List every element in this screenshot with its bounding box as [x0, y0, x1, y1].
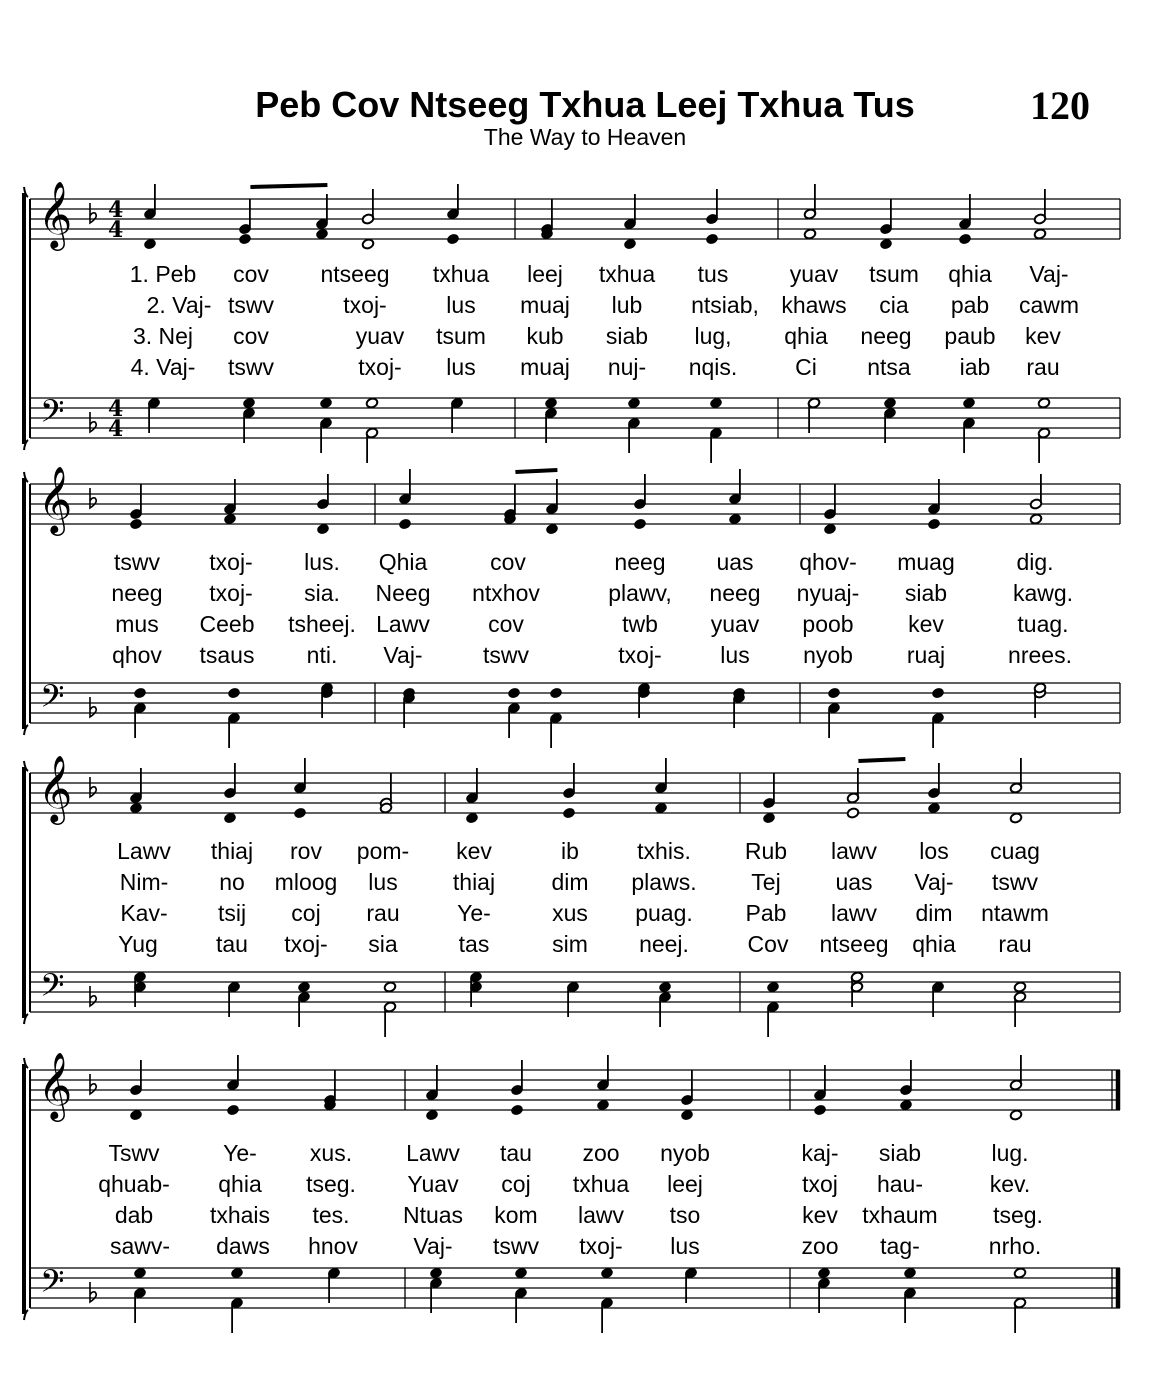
- treble-beam: [515, 470, 557, 472]
- lyric-syllable: neeg: [709, 580, 761, 606]
- tenor-note: [1013, 981, 1026, 993]
- lyric-syllable: dig.: [1016, 549, 1054, 575]
- tenor-note: [133, 1267, 146, 1279]
- lyric-syllable: 1. Peb: [129, 261, 197, 287]
- tenor-note: [827, 687, 840, 699]
- lyric-syllable: cia: [879, 292, 909, 318]
- alto-note: [361, 238, 374, 250]
- lyric-syllable: ntxhov: [472, 580, 540, 606]
- lyric-syllable: Ye-: [223, 1140, 257, 1166]
- tenor-note: [297, 981, 310, 993]
- lyric-syllable: yuav: [789, 261, 839, 287]
- treble-clef-icon: 𝄞: [38, 1051, 73, 1119]
- alto-note: [562, 807, 575, 819]
- tenor-note: [709, 397, 722, 409]
- lyric-syllable: cuag: [990, 838, 1040, 864]
- lyric-syllable: tswv: [228, 292, 274, 318]
- lyric-syllable: Lawv: [376, 611, 430, 637]
- lyric-syllable: pom-: [356, 838, 410, 864]
- lyric-syllable: tas: [458, 931, 490, 957]
- lyric-syllable: tswv: [114, 549, 160, 575]
- treble-flat-icon: [90, 203, 96, 223]
- lyric-syllable: siab: [904, 580, 948, 606]
- lyric-syllable: thiaj: [452, 869, 496, 895]
- lyric-syllable: Lawv: [406, 1140, 460, 1166]
- lyric-syllable: lug,: [694, 323, 732, 349]
- alto-note: [226, 1104, 239, 1116]
- lyric-syllable: nyob: [803, 642, 853, 668]
- alto-note: [846, 807, 859, 819]
- bass-clef-icon: 𝄢: [40, 967, 65, 1011]
- lyric-syllable: Yug: [118, 931, 158, 957]
- lyric-syllable: tag-: [880, 1233, 920, 1259]
- lyric-syllable: qhia: [912, 931, 956, 957]
- tenor-note: [544, 397, 557, 409]
- bass-flat-icon: [90, 1282, 96, 1302]
- lyric-syllable: Pab: [745, 900, 787, 926]
- lyric-syllable: coj: [501, 1171, 531, 1197]
- treble-clef-icon: 𝄞: [38, 754, 73, 822]
- lyric-syllable: tseg.: [306, 1171, 356, 1197]
- lyric-syllable: plawv,: [608, 580, 672, 606]
- lyric-syllable: Nim-: [119, 869, 169, 895]
- lyric-syllable: neeg: [111, 580, 163, 606]
- lyric-syllable: nti.: [306, 642, 338, 668]
- lyric-syllable: Qhia: [378, 549, 428, 575]
- alto-note: [223, 812, 236, 824]
- alto-note: [803, 228, 816, 240]
- tenor-note: [817, 1267, 830, 1279]
- alto-note: [899, 1099, 912, 1111]
- lyric-syllable: lawv: [577, 1202, 625, 1228]
- lyric-syllable: tes.: [312, 1202, 350, 1228]
- lyric-syllable: nyuaj-: [796, 580, 860, 606]
- alto-note: [316, 523, 329, 535]
- tenor-note: [962, 397, 975, 409]
- lyric-syllable: plaws.: [631, 869, 697, 895]
- alto-note: [705, 233, 718, 245]
- alto-note: [238, 233, 251, 245]
- tenor-note: [365, 397, 378, 409]
- lyric-syllable: kaj-: [801, 1140, 839, 1166]
- alto-note: [425, 1109, 438, 1121]
- lyric-syllable: txhua: [432, 261, 490, 287]
- lyric-syllable: txoj-: [209, 549, 253, 575]
- alto-note: [623, 238, 636, 250]
- tenor-note: [227, 687, 240, 699]
- lyric-syllable: kev: [1025, 323, 1061, 349]
- lyric-syllable: neeg: [860, 323, 912, 349]
- lyric-syllable: mloog: [274, 869, 338, 895]
- lyric-syllable: rov: [290, 838, 322, 864]
- lyric-syllable: iab: [959, 354, 991, 380]
- lyric-syllable: tswv: [493, 1233, 539, 1259]
- alto-note: [596, 1099, 609, 1111]
- lyric-syllable: txhais: [209, 1202, 271, 1228]
- lyric-syllable: muaj: [520, 292, 570, 318]
- lyric-syllable: neej.: [639, 931, 689, 957]
- lyric-syllable: rau: [366, 900, 400, 926]
- treble-flat-icon: [90, 777, 96, 797]
- treble-beam: [858, 759, 905, 761]
- lyric-syllable: qhov-: [799, 549, 857, 575]
- lyric-syllable: tau: [500, 1140, 532, 1166]
- treble-beam: [250, 185, 327, 187]
- alto-note: [398, 518, 411, 530]
- lyric-syllable: Lawv: [117, 838, 171, 864]
- lyric-syllable: Tej: [751, 869, 781, 895]
- system-2: [24, 465, 1120, 748]
- lyric-syllable: kev: [456, 838, 492, 864]
- lyric-syllable: lawv: [830, 838, 878, 864]
- lyric-syllable: thiaj: [210, 838, 254, 864]
- lyric-syllable: cov: [488, 611, 524, 637]
- lyric-syllable: hnov: [308, 1233, 358, 1259]
- tenor-note: [133, 687, 146, 699]
- bass-flat-icon: [90, 697, 96, 717]
- lyric-syllable: dab: [114, 1202, 154, 1228]
- lyric-syllable: Yuav: [407, 1171, 459, 1197]
- lyric-syllable: kev: [908, 611, 944, 637]
- lyric-syllable: Ceeb: [199, 611, 255, 637]
- lyric-syllable: lus.: [304, 549, 340, 575]
- lyric-syllable: ib: [561, 838, 579, 864]
- lyric-syllable: Vaj-: [383, 642, 423, 668]
- lyric-syllable: rau: [1026, 354, 1060, 380]
- hymn-title: Peb Cov Ntseeg Txhua Leej Txhua Tus: [255, 84, 915, 125]
- tenor-note: [549, 687, 562, 699]
- alto-note: [680, 1109, 693, 1121]
- alto-note: [813, 1104, 826, 1116]
- lyric-syllable: dim: [551, 869, 589, 895]
- lyric-syllable: 4. Vaj-: [130, 354, 196, 380]
- treble-clef-icon: 𝄞: [38, 465, 73, 533]
- lyric-syllable: pab: [950, 292, 990, 318]
- lyric-syllable: kev.: [989, 1171, 1031, 1197]
- lyric-syllable: zoo: [801, 1233, 839, 1259]
- lyric-syllable: cov: [233, 261, 269, 287]
- lyric-syllable: txoj-: [579, 1233, 623, 1259]
- treble-clef-icon: 𝄞: [38, 180, 73, 248]
- bass-flat-icon: [90, 986, 96, 1006]
- alto-note: [633, 518, 646, 530]
- lyric-syllable: Tswv: [108, 1140, 160, 1166]
- lyric-syllable: kom: [494, 1202, 538, 1228]
- lyric-syllable: tsij: [217, 900, 247, 926]
- lyric-syllable: tsaus: [199, 642, 255, 668]
- lyric-syllable: xus.: [309, 1140, 353, 1166]
- lyric-syllable: Vaj-: [914, 869, 954, 895]
- lyric-syllable: txoj-: [618, 642, 662, 668]
- lyric-syllable: nuj-: [607, 354, 647, 380]
- lyric-syllable: tswv: [992, 869, 1038, 895]
- lyric-syllable: uas: [716, 549, 754, 575]
- alto-note: [927, 802, 940, 814]
- lyric-syllable: hau-: [876, 1171, 924, 1197]
- lyric-syllable: cov: [490, 549, 526, 575]
- lyric-syllable: tswv: [483, 642, 529, 668]
- lyric-syllable: Ntuas: [402, 1202, 464, 1228]
- lyric-syllable: sia: [368, 931, 398, 957]
- lyric-syllable: 2. Vaj-: [146, 292, 212, 318]
- lyric-syllable: lub: [611, 292, 643, 318]
- treble-flat-icon: [90, 488, 96, 508]
- alto-note: [927, 518, 940, 530]
- lyric-syllable: txhaum: [862, 1202, 938, 1228]
- alto-note: [510, 1104, 523, 1116]
- tenor-note: [1013, 1267, 1026, 1279]
- lyric-syllable: qhov: [112, 642, 162, 668]
- lyric-syllable: qhuab-: [98, 1171, 170, 1197]
- tenor-note: [658, 981, 671, 993]
- lyric-syllable: cov: [233, 323, 269, 349]
- lyric-syllable: txoj-: [343, 292, 387, 318]
- lyric-syllable: lus: [670, 1233, 700, 1259]
- treble-flat-icon: [90, 1074, 96, 1094]
- lyric-syllable: leej: [667, 1171, 703, 1197]
- lyric-syllable: xus: [552, 900, 588, 926]
- lyric-syllable: lus: [368, 869, 398, 895]
- system-3: [24, 754, 1120, 1037]
- lyric-syllable: muag: [897, 549, 955, 575]
- lyric-syllable: txhua: [572, 1171, 630, 1197]
- lyric-syllable: daws: [216, 1233, 270, 1259]
- lyric-syllable: tso: [669, 1202, 701, 1228]
- time-signature-digit: 4: [108, 416, 124, 442]
- lyric-syllable: txoj-: [284, 931, 328, 957]
- lyric-syllable: ruaj: [906, 642, 946, 668]
- lyric-syllable: leej: [527, 261, 563, 287]
- lyric-syllable: tsum: [436, 323, 486, 349]
- tenor-note: [903, 1267, 916, 1279]
- alto-note: [879, 238, 892, 250]
- lyric-syllable: no: [219, 869, 245, 895]
- alto-note: [129, 802, 142, 814]
- tenor-note: [514, 1267, 527, 1279]
- hymn-number: 120: [1030, 83, 1090, 128]
- tenor-note: [319, 397, 332, 409]
- lyric-syllable: tau: [216, 931, 248, 957]
- lyric-syllable: Ye-: [457, 900, 491, 926]
- lyric-syllable: qhia: [784, 323, 828, 349]
- lyric-syllable: tseg.: [993, 1202, 1043, 1228]
- bass-flat-icon: [90, 412, 96, 432]
- alto-note: [315, 228, 328, 240]
- lyric-syllable: lus: [446, 292, 476, 318]
- lyric-syllable: 3. Nej: [132, 323, 194, 349]
- time-signature-digit: 4: [108, 217, 124, 243]
- tenor-note: [429, 1267, 442, 1279]
- lyric-syllable: tswv: [228, 354, 274, 380]
- lyric-syllable: ntsiab,: [691, 292, 759, 318]
- lyric-syllable: Rub: [744, 838, 788, 864]
- lyric-syllable: kawg.: [1012, 580, 1074, 606]
- lyric-syllable: kub: [526, 323, 564, 349]
- lyric-syllable: yuav: [710, 611, 760, 637]
- tenor-note: [230, 1267, 243, 1279]
- alto-note: [654, 802, 667, 814]
- lyric-syllable: uas: [835, 869, 873, 895]
- lyric-syllable: poob: [802, 611, 854, 637]
- lyric-syllable: cawm: [1018, 292, 1080, 318]
- alto-note: [823, 523, 836, 535]
- lyric-syllable: txoj-: [358, 354, 402, 380]
- tenor-note: [242, 397, 255, 409]
- lyric-syllable: khaws: [781, 292, 847, 318]
- alto-note: [545, 523, 558, 535]
- bass-clef-icon: 𝄢: [40, 1263, 65, 1307]
- tenor-note: [507, 687, 520, 699]
- lyric-syllable: ntsa: [867, 354, 911, 380]
- lyric-syllable: nrho.: [988, 1233, 1042, 1259]
- alto-note: [1033, 228, 1046, 240]
- lyric-syllable: neeg: [614, 549, 666, 575]
- alto-note: [293, 807, 306, 819]
- lyric-syllable: mus: [115, 611, 159, 637]
- alto-note: [129, 518, 142, 530]
- lyric-syllable: txhua: [598, 261, 656, 287]
- tenor-note: [600, 1267, 613, 1279]
- lyric-syllable: twb: [622, 611, 658, 637]
- hymn-subtitle: The Way to Heaven: [483, 124, 687, 150]
- lyric-syllable: Vaj-: [1029, 261, 1069, 287]
- tenor-note: [766, 981, 779, 993]
- lyric-syllable: txhis.: [637, 838, 691, 864]
- tenor-note: [931, 687, 944, 699]
- bass-clef-icon: 𝄢: [40, 678, 65, 722]
- tenor-note: [383, 981, 396, 993]
- alto-note: [446, 233, 459, 245]
- lyric-syllable: ntawm: [981, 900, 1049, 926]
- lyric-syllable: los: [919, 838, 949, 864]
- lyric-syllable: sim: [552, 931, 588, 957]
- alto-note: [143, 238, 156, 250]
- alto-note: [129, 1109, 142, 1121]
- lyric-syllable: lus: [446, 354, 476, 380]
- lyric-syllable: zoo: [582, 1140, 620, 1166]
- lyric-syllable: puag.: [635, 900, 693, 926]
- alto-note: [465, 812, 478, 824]
- lyric-syllable: dim: [915, 900, 953, 926]
- tenor-note: [1037, 397, 1050, 409]
- lyric-syllable: txoj: [802, 1171, 838, 1197]
- tenor-note: [627, 397, 640, 409]
- lyric-syllable: lawv: [830, 900, 878, 926]
- alto-note: [1009, 812, 1022, 824]
- lyric-syllable: siab: [605, 323, 649, 349]
- lyric-syllable: nyob: [660, 1140, 710, 1166]
- lyric-syllable: Ci: [795, 354, 817, 380]
- alto-note: [1029, 513, 1042, 525]
- lyric-syllable: sawv-: [109, 1233, 171, 1259]
- tenor-note: [883, 397, 896, 409]
- bass-clef-icon: 𝄢: [40, 393, 65, 437]
- lyric-syllable: qhia: [948, 261, 992, 287]
- lyric-syllable: tsum: [869, 261, 919, 287]
- alto-note: [223, 513, 236, 525]
- lyric-syllable: qhia: [218, 1171, 262, 1197]
- lyric-syllable: rau: [998, 931, 1032, 957]
- lyric-syllable: tuag.: [1017, 611, 1069, 637]
- system-4: [24, 1051, 1120, 1333]
- alto-note: [1009, 1109, 1022, 1121]
- lyric-syllable: kev: [802, 1202, 838, 1228]
- lyric-syllable: Vaj-: [413, 1233, 453, 1259]
- lyric-syllable: muaj: [520, 354, 570, 380]
- alto-note: [958, 233, 971, 245]
- time-signature-digit: 4: [108, 197, 124, 223]
- lyric-syllable: Kav-: [120, 900, 168, 926]
- lyric-syllable: ntseeg: [320, 261, 390, 287]
- lyric-syllable: sia.: [304, 580, 340, 606]
- lyric-syllable: ntseeg: [819, 931, 889, 957]
- time-signature-digit: 4: [108, 396, 124, 422]
- lyric-syllable: lus: [720, 642, 750, 668]
- system-1: [24, 180, 1120, 463]
- lyric-syllable: txoj-: [209, 580, 253, 606]
- alto-note: [728, 513, 741, 525]
- lyric-syllable: Neeg: [375, 580, 431, 606]
- lyric-syllable: coj: [291, 900, 321, 926]
- lyric-syllable: tsheej.: [288, 611, 356, 637]
- lyric-syllable: siab: [878, 1140, 922, 1166]
- lyric-syllable: nqis.: [688, 354, 738, 380]
- alto-note: [762, 812, 775, 824]
- lyric-syllable: lug.: [991, 1140, 1029, 1166]
- lyric-syllable: tus: [697, 261, 729, 287]
- lyric-syllable: nrees.: [1008, 642, 1072, 668]
- lyric-syllable: Cov: [747, 931, 789, 957]
- lyric-syllable: paub: [944, 323, 996, 349]
- lyric-syllable: yuav: [355, 323, 405, 349]
